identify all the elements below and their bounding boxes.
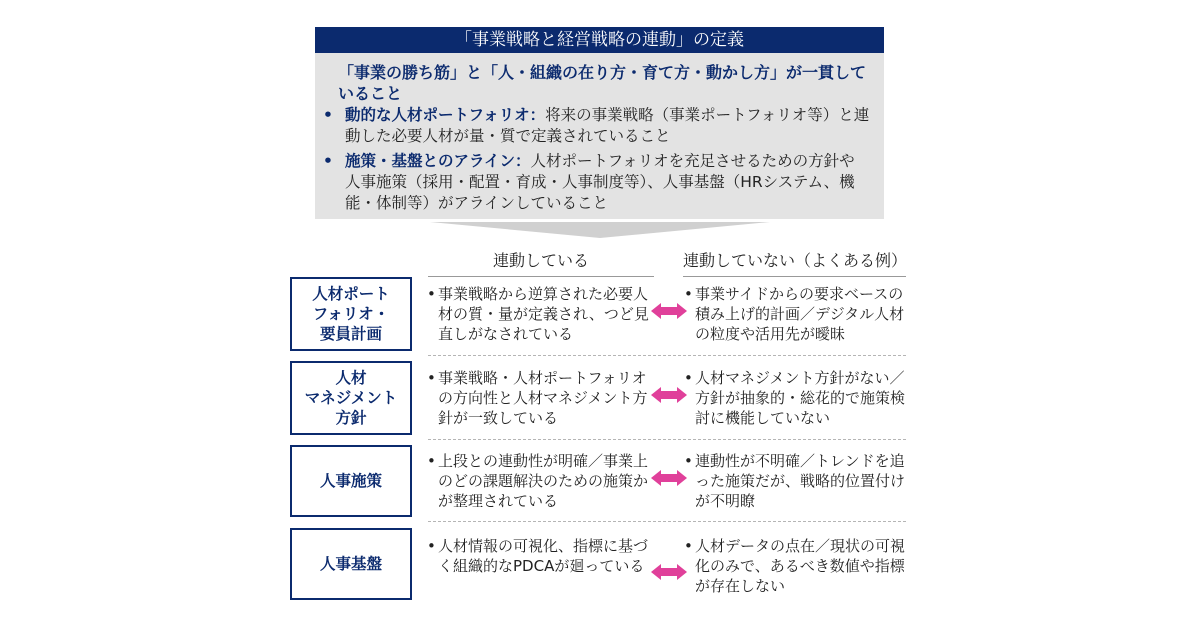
definition-item-portfolio [323,105,870,147]
cell-linked-portfolio [427,284,652,344]
row-divider [428,355,906,356]
row-label-hr-measures: 人事施策 [290,445,412,517]
column-header-linked: 連動している [428,248,654,277]
double-arrow-icon [651,386,687,404]
cell-text: 上段との連動性が明確／事業上のどの課題解決のための施策かが整理されている [438,452,649,510]
row-label-management-policy: 人材 マネジメント 方針 [290,361,412,435]
definition-item-alignment [323,151,870,214]
bullet: • [427,537,436,555]
column-header-not-linked: 連動していない（よくある例） [683,248,906,277]
cell-text: 事業サイドからの要求ベースの積み上げ的計画／デジタル人材の粒度や活用先が曖昧 [695,285,905,343]
bullet: • [684,537,693,555]
cell-text: 連動性が不明確／トレンドを追った施策だが、戦略的位置付けが不明瞭 [695,452,906,510]
row-divider [428,521,906,522]
double-arrow-icon [651,563,687,581]
definition-headline: 「事業の勝ち筋」と「人・組織の在り方・育て方・動かし方」が一貫していること [338,63,867,103]
cell-not-linked-hr-measures [684,451,909,511]
cell-text: 事業戦略・人材ポートフォリオの方向性と人材マネジメント方針が一致している [438,369,648,427]
cell-text: 人材データの点在／現状の可視化のみで、あるべき数値や指標が存在しない [695,537,906,595]
bullet: • [684,452,693,470]
cell-not-linked-hr-infrastructure [684,536,909,596]
cell-not-linked-portfolio [684,284,909,344]
definition-term: 動的な人材ポートフォリオ： [345,106,546,124]
down-arrow-shape [430,222,770,238]
definition-term: 施策・基盤とのアライン： [345,152,531,170]
cell-linked-management-policy [427,368,652,428]
row-label-portfolio: 人材ポート フォリオ・ 要員計画 [290,277,412,351]
bullet: • [684,285,693,303]
row-divider [428,439,906,440]
double-arrow-icon [651,469,687,487]
bullet: • [427,452,436,470]
bullet: • [684,369,693,387]
bullet: • [427,285,436,303]
cell-linked-hr-infrastructure [427,536,652,576]
definition-text: 人材ポートフォリオを充足させるための方針や人事施策（採用・配置・育成・人事制度等）、人事基盤（HRシステム、機能・体制等）がアラインしていること [345,152,855,212]
row-label-hr-infrastructure: 人事基盤 [290,528,412,600]
cell-linked-hr-measures [427,451,652,511]
definition-title: 「事業戦略と経営戦略の連動」の定義 [315,27,884,53]
definition-text: 将来の事業戦略（事業ポートフォリオ等）と連動した必要人材が量・質で定義されていること [345,106,870,145]
bullet: • [323,106,333,124]
bullet: • [323,152,333,170]
cell-text: 人材マネジメント方針がない／方針が抽象的・総花的で施策検討に機能していない [695,369,906,427]
double-arrow-icon [651,302,687,320]
bullet: • [427,369,436,387]
cell-text: 事業戦略から逆算された必要人材の質・量が定義され、つど見直しがなされている [438,285,649,343]
cell-text: 人材情報の可視化、指標に基づく組織的なPDCAが廻っている [438,537,649,575]
cell-not-linked-management-policy [684,368,909,428]
